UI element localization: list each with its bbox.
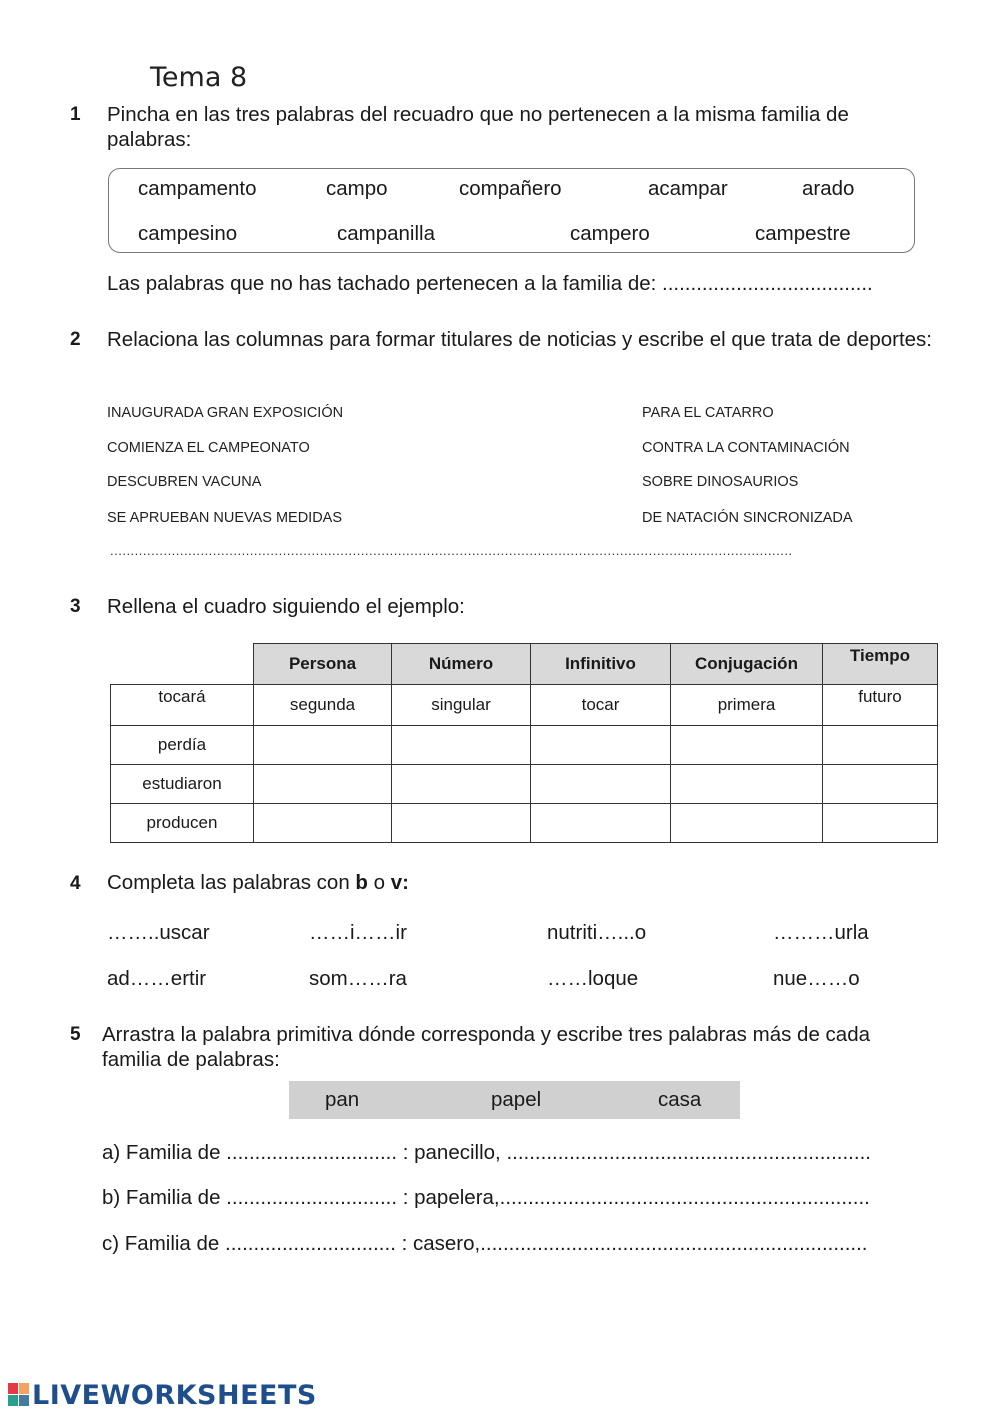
headline-right[interactable]: DE NATACIÓN SINCRONIZADA	[642, 510, 853, 526]
drag-word[interactable]: pan	[325, 1088, 360, 1111]
example-cell: primera	[671, 685, 823, 726]
table-header-row	[111, 644, 938, 685]
header-tiempo: Tiempo	[823, 644, 938, 685]
headline-right[interactable]: SOBRE DINOSAURIOS	[642, 474, 799, 490]
headline-left[interactable]: DESCUBREN VACUNA	[107, 474, 262, 490]
verb-cell: tocará	[111, 685, 254, 726]
word-option[interactable]: campamento	[138, 177, 257, 200]
bv-word[interactable]: som……ra	[309, 967, 407, 990]
question-5-text: Arrastra la palabra primitiva dónde corresponda y escribe tres palabras más de cada familia de palabras:	[102, 1023, 870, 1071]
headline-right[interactable]: CONTRA LA CONTAMINACIÓN	[642, 440, 850, 456]
header-persona: Persona	[254, 644, 392, 685]
question-1-number: 1	[70, 104, 81, 125]
drag-word-bank	[289, 1081, 740, 1119]
question-1-text: Pincha en las tres palabras del recuadro que no pertenecen a la misma familia de palabras:	[107, 103, 849, 151]
answer-cell[interactable]	[392, 765, 531, 804]
answer-cell[interactable]	[671, 765, 823, 804]
answer-cell[interactable]	[254, 804, 392, 843]
question-4-text	[107, 871, 409, 895]
family-line-a[interactable]: a) Familia de .............................. : panecillo, ................................................................	[102, 1141, 871, 1164]
answer-cell[interactable]	[671, 726, 823, 765]
question-4-text-start: Completa las palabras con	[107, 871, 356, 894]
table-corner	[111, 644, 254, 685]
answer-cell[interactable]	[254, 726, 392, 765]
question-4-number: 4	[70, 873, 81, 894]
letter-v: v:	[390, 871, 409, 894]
header-numero: Número	[392, 644, 531, 685]
table-row	[111, 765, 938, 804]
sports-answer-line[interactable]: ......................................................................................................................................................................	[110, 543, 793, 558]
example-cell: singular	[392, 685, 531, 726]
family-answer-line[interactable]: Las palabras que no has tachado pertenecen a la familia de: .....................................	[107, 272, 873, 295]
bv-word[interactable]: nue……o	[773, 967, 860, 990]
word-option[interactable]: campero	[570, 222, 650, 245]
letter-b: b	[355, 871, 368, 894]
headline-right[interactable]: PARA EL CATARRO	[642, 405, 774, 421]
bv-word[interactable]: ……i……ir	[309, 921, 407, 944]
word-option[interactable]: arado	[802, 177, 855, 200]
answer-cell[interactable]	[823, 765, 938, 804]
question-2-number: 2	[70, 329, 81, 350]
drag-word[interactable]: papel	[491, 1088, 542, 1111]
answer-cell[interactable]	[392, 804, 531, 843]
example-cell: futuro	[823, 685, 938, 726]
verb-cell: producen	[111, 804, 254, 843]
question-3-number: 3	[70, 596, 81, 617]
drag-word[interactable]: casa	[658, 1088, 702, 1111]
question-3-text: Rellena el cuadro siguiendo el ejemplo:	[107, 595, 465, 618]
bv-word[interactable]: ……..uscar	[107, 921, 210, 944]
word-option[interactable]: campestre	[755, 222, 851, 245]
word-option[interactable]: campo	[326, 177, 388, 200]
answer-cell[interactable]	[531, 726, 671, 765]
verb-cell: estudiaron	[111, 765, 254, 804]
bv-word[interactable]: ……loque	[547, 967, 639, 990]
table-row	[111, 804, 938, 843]
question-2-text: Relaciona las columnas para formar titulares de noticias y escribe el que trata de deportes:	[107, 328, 932, 351]
answer-cell[interactable]	[531, 765, 671, 804]
family-line-c[interactable]: c) Familia de .............................. : casero,....................................................................	[102, 1232, 868, 1255]
page-title: Tema 8	[150, 62, 248, 93]
conjugation-table	[110, 643, 938, 843]
headline-left[interactable]: SE APRUEBAN NUEVAS MEDIDAS	[107, 510, 343, 526]
verb-cell: perdía	[111, 726, 254, 765]
answer-cell[interactable]	[392, 726, 531, 765]
word-option[interactable]: compañero	[459, 177, 562, 200]
word-option[interactable]: acampar	[648, 177, 728, 200]
headline-left[interactable]: INAUGURADA GRAN EXPOSICIÓN	[107, 405, 344, 421]
bv-word[interactable]: ………urla	[773, 921, 869, 944]
liveworksheets-logo-icon	[8, 1383, 30, 1407]
answer-cell[interactable]	[823, 804, 938, 843]
family-line-b[interactable]: b) Familia de .............................. : papelera,.................................................................	[102, 1186, 870, 1209]
word-option[interactable]: campesino	[138, 222, 238, 245]
question-4-text-mid: o	[367, 871, 391, 894]
header-infinitivo: Infinitivo	[531, 644, 671, 685]
liveworksheets-logo: LIVEWORKSHEETS	[32, 1380, 317, 1411]
table-row	[111, 685, 938, 726]
header-conjugacion: Conjugación	[671, 644, 823, 685]
answer-cell[interactable]	[671, 804, 823, 843]
word-option[interactable]: campanilla	[337, 222, 435, 245]
headline-left[interactable]: COMIENZA EL CAMPEONATO	[107, 440, 310, 456]
question-5-number: 5	[70, 1024, 81, 1045]
example-cell: tocar	[531, 685, 671, 726]
table-row	[111, 726, 938, 765]
bv-word[interactable]: ad……ertir	[107, 967, 207, 990]
answer-cell[interactable]	[254, 765, 392, 804]
answer-cell[interactable]	[531, 804, 671, 843]
bv-word[interactable]: nutriti…...o	[547, 921, 647, 944]
example-cell: segunda	[254, 685, 392, 726]
answer-cell[interactable]	[823, 726, 938, 765]
